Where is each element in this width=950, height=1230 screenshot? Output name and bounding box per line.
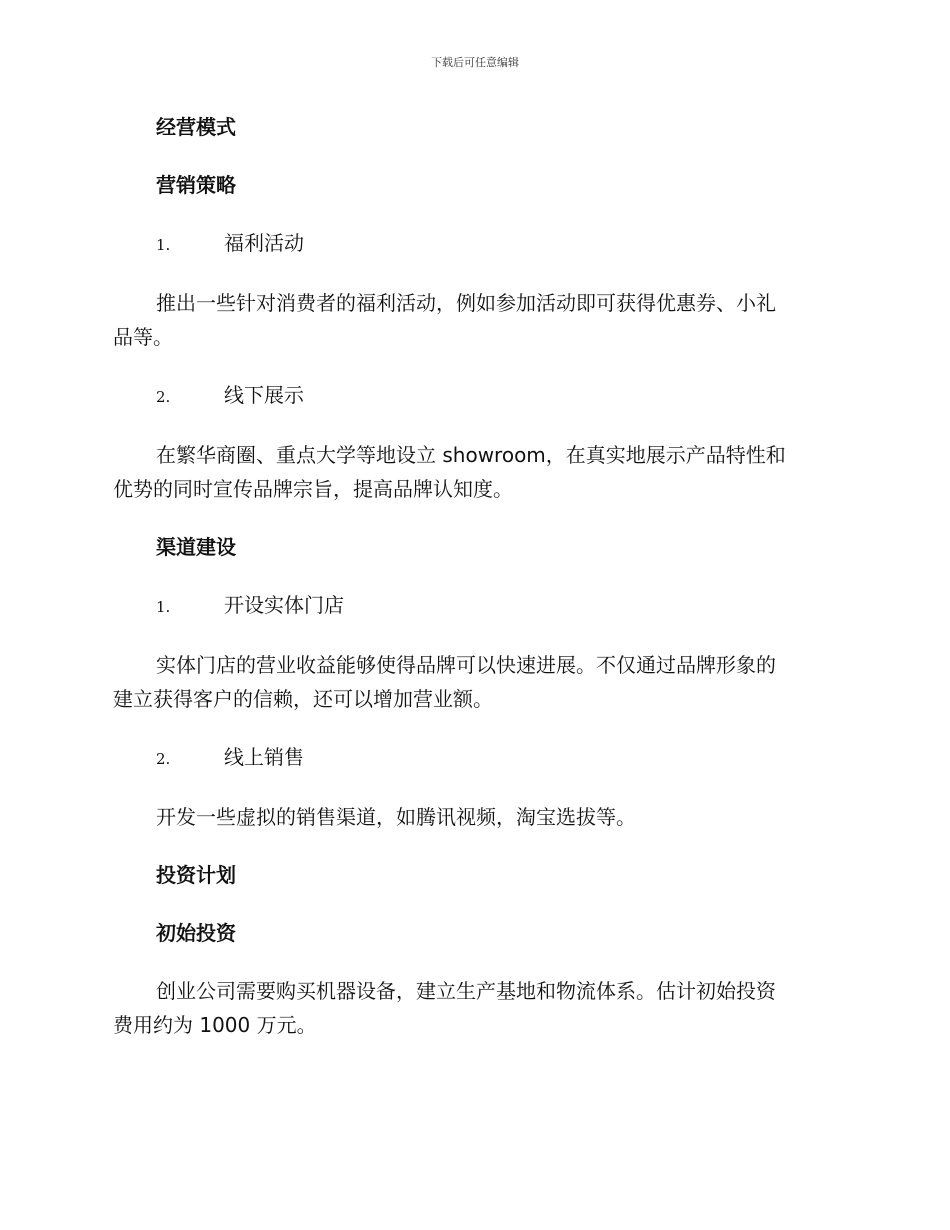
item-label: 开设实体门店: [224, 593, 344, 617]
item-label: 线下展示: [224, 383, 304, 407]
paragraph-line: 推出一些针对消费者的福利活动，例如参加活动即可获得优惠券、小礼: [156, 291, 776, 315]
heading-marketing-strategy: 营销策略: [156, 173, 236, 197]
paragraph-line: 品等。: [113, 325, 173, 349]
item-label: 福利活动: [224, 231, 304, 255]
paragraph-line: 建立获得客户的信赖，还可以增加营业额。: [113, 687, 493, 711]
heading-channel-building: 渠道建设: [156, 535, 236, 559]
paragraph-line: 在繁华商圈、重点大学等地设立 showroom，在真实地展示产品特性和: [156, 443, 786, 467]
paragraph-welfare: [113, 286, 838, 354]
heading-business-model: 经营模式: [156, 115, 236, 139]
heading-initial-investment: 初始投资: [156, 921, 236, 945]
paragraph-line: 实体门店的营业收益能够使得品牌可以快速进展。不仅通过品牌形象的: [156, 653, 776, 677]
paragraph-line: 费用约为 1000 万元。: [113, 1013, 317, 1037]
item-number: 1.: [156, 598, 171, 616]
item-label: 线上销售: [224, 745, 304, 769]
paragraph-line: 开发一些虚拟的销售渠道，如腾讯视频，淘宝选拔等。: [156, 805, 636, 829]
paragraph-line: 优势的同时宣传品牌宗旨，提高品牌认知度。: [113, 477, 513, 501]
item-number: 1.: [156, 236, 171, 254]
numbered-item-offline-display: [113, 378, 838, 414]
item-number: 2.: [156, 388, 171, 406]
paragraph-online-sales: [113, 800, 838, 834]
paragraph-line: 创业公司需要购买机器设备，建立生产基地和物流体系。估计初始投资: [156, 979, 776, 1003]
paragraph-initial-investment: [113, 974, 838, 1042]
paragraph-physical-store: [113, 648, 838, 716]
numbered-item-physical-store: [113, 588, 838, 624]
numbered-item-online-sales: [113, 740, 838, 776]
heading-investment-plan: 投资计划: [156, 863, 236, 887]
item-number: 2.: [156, 750, 171, 768]
header-note: 下载后可任意编辑: [431, 56, 519, 69]
paragraph-offline-display: [113, 438, 838, 506]
numbered-item-welfare: [113, 226, 838, 262]
document-body: [113, 110, 838, 1066]
